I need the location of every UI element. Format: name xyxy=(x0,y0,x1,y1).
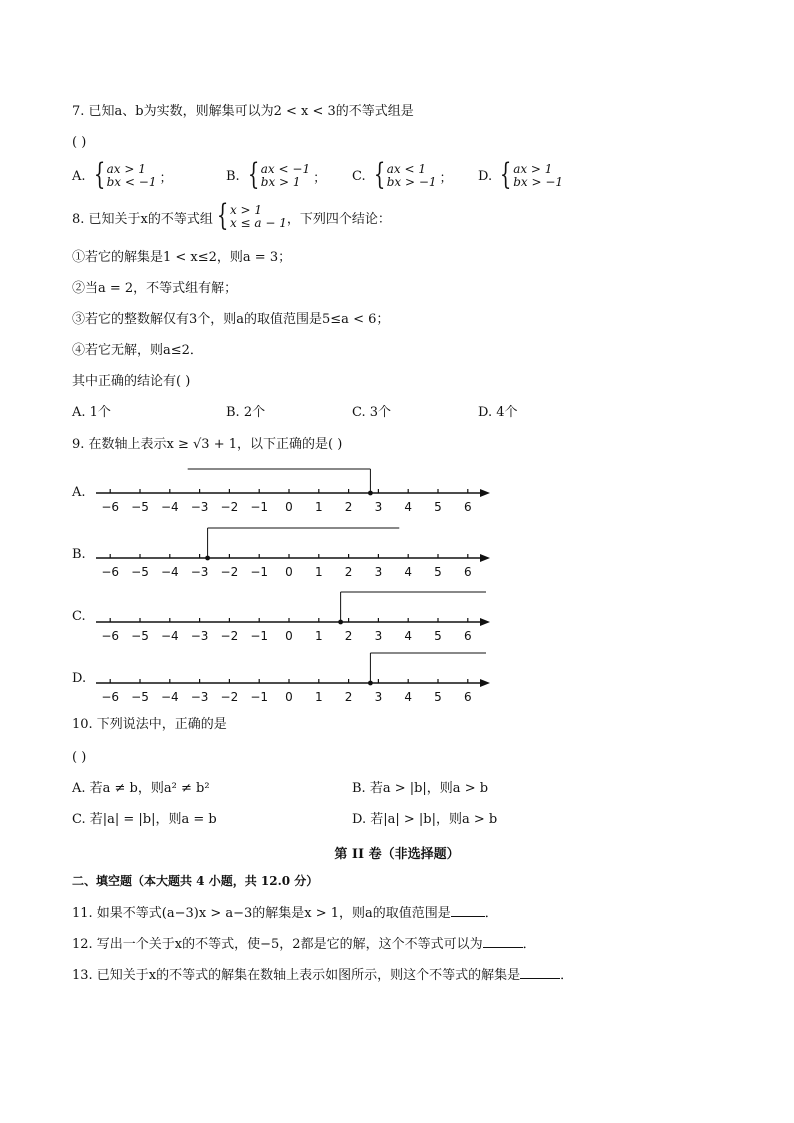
tick-label: −2 xyxy=(220,629,239,643)
tick-label: 5 xyxy=(434,500,442,514)
inequality-system: x > 1 x ≤ a − 1 xyxy=(229,203,287,230)
option-letter: A. xyxy=(72,168,86,184)
arrow-icon xyxy=(480,554,490,562)
q10-answer-paren: ( ) xyxy=(72,750,87,765)
tick-label: 0 xyxy=(285,500,293,514)
answer-blank[interactable] xyxy=(520,966,560,979)
tick-label: −5 xyxy=(131,690,149,704)
q10-option-c[interactable]: C. 若|a| = |b|，则a = b xyxy=(72,812,217,827)
q8-option-d[interactable]: D. 4个 xyxy=(478,405,518,420)
brace-icon: { xyxy=(373,157,385,192)
tick-label: −6 xyxy=(101,500,120,514)
tick-label: −4 xyxy=(160,690,179,704)
section-heading: 二、填空题（本大题共 4 小题，共 12.0 分） xyxy=(72,874,319,888)
tick-label: 6 xyxy=(463,500,472,514)
tick-label: 3 xyxy=(374,629,383,643)
q7-stem: 7. 已知a、b为实数，则解集可以为2 < x < 3的不等式组是 xyxy=(72,104,414,119)
arrow-icon xyxy=(480,618,490,626)
tick-label: −6 xyxy=(101,690,120,704)
tick-label: −6 xyxy=(101,629,120,643)
q8-option-a[interactable]: A. 1个 xyxy=(72,405,111,420)
tick-label: 2 xyxy=(344,690,353,704)
inequality-system: ax > 1 bx > −1 xyxy=(513,162,564,189)
tick-label: −5 xyxy=(131,565,149,579)
tick-label: −4 xyxy=(160,500,179,514)
tick-label: −2 xyxy=(220,500,239,514)
tick-label: 2 xyxy=(344,565,353,579)
tick-label: −4 xyxy=(160,565,179,579)
tick-label: 0 xyxy=(285,690,293,704)
tick-label: −6 xyxy=(101,565,120,579)
answer-blank[interactable] xyxy=(483,935,523,948)
tick-label: 0 xyxy=(285,629,293,643)
tick-label: −1 xyxy=(250,629,269,643)
tick-label: 1 xyxy=(314,565,323,579)
tick-label: 5 xyxy=(434,565,442,579)
q8-conclusion-1: ①若它的解集是1 < x≤2，则a = 3； xyxy=(72,250,292,265)
tick-label: 3 xyxy=(374,690,383,704)
q10-option-b[interactable]: B. 若a > |b|，则a > b xyxy=(352,781,489,796)
tick-label: −2 xyxy=(220,690,239,704)
tick-label: 4 xyxy=(404,629,413,643)
brace-icon: { xyxy=(93,157,105,192)
tick-label: 4 xyxy=(404,500,413,514)
tick-label: 5 xyxy=(434,690,442,704)
tick-label: 0 xyxy=(285,565,293,579)
q13: 13. 已知关于x的不等式的解集在数轴上表示如图所示，则这个不等式的解集是 ． xyxy=(72,968,574,983)
q7-option-b[interactable]: B. { ax < −1 bx > 1 ； xyxy=(226,157,327,192)
tick-label: −4 xyxy=(160,629,179,643)
tick-label: 6 xyxy=(463,629,472,643)
tick-label: 4 xyxy=(404,690,413,704)
q9-option-d-letter[interactable]: D. xyxy=(72,671,87,686)
option-letter: C. xyxy=(352,168,366,184)
tick-label: −5 xyxy=(131,500,149,514)
tick-label: −2 xyxy=(220,565,239,579)
inequality-system: ax > 1 bx < −1 xyxy=(106,162,157,189)
q9-stem: 9. 在数轴上表示x ≥ √3 + 1，以下正确的是( ) xyxy=(72,437,343,452)
q8-stem: 8. 已知关于x的不等式组 { x > 1 x ≤ a − 1 ，下列四个结论： xyxy=(72,198,391,233)
part-2-title: 第 II 卷（非选择题） xyxy=(334,847,460,862)
brace-icon: { xyxy=(216,198,229,233)
q10-stem: 10. 下列说法中，正确的是 xyxy=(72,717,227,732)
tick-label: 4 xyxy=(404,565,413,579)
q7-option-a[interactable]: A. { ax > 1 bx < −1 ； xyxy=(72,157,173,192)
tick-label: 1 xyxy=(314,690,323,704)
solid-dot xyxy=(368,491,373,496)
q9-option-b-letter[interactable]: B. xyxy=(72,547,86,562)
answer-blank[interactable] xyxy=(451,904,485,917)
q11: 11. 如果不等式(a−3)x > a−3的解集是x > 1，则a的取值范围是 ． xyxy=(72,906,498,921)
q10-option-a[interactable]: A. 若a ≠ b，则a² ≠ b² xyxy=(72,781,210,796)
q8-option-c[interactable]: C. 3个 xyxy=(352,405,392,420)
solid-dot xyxy=(205,556,210,561)
option-letter: D. xyxy=(478,168,493,184)
tick-label: −3 xyxy=(190,565,209,579)
tick-label: −5 xyxy=(131,629,149,643)
tick-label: −1 xyxy=(250,565,269,579)
q8-conclusion-4: ④若它无解，则a≤2． xyxy=(72,343,203,358)
tick-label: 6 xyxy=(463,565,472,579)
q8-conclusion-3: ③若它的整数解仅有3个，则a的取值范围是5≤a < 6； xyxy=(72,312,390,327)
q12: 12. 写出一个关于x的不等式，使−5，2都是它的解，这个不等式可以为 ． xyxy=(72,937,536,952)
q9-option-a-letter[interactable]: A. xyxy=(72,485,86,500)
tick-label: −1 xyxy=(250,690,269,704)
tick-label: 3 xyxy=(374,500,383,514)
tick-label: 6 xyxy=(463,690,472,704)
inequality-system: ax < −1 bx > 1 xyxy=(260,162,311,189)
q7-option-c[interactable]: C. { ax < 1 bx > −1 ； xyxy=(352,157,453,192)
q8-question: 其中正确的结论有( ) xyxy=(72,374,191,389)
arrow-icon xyxy=(480,679,490,687)
q8-conclusion-2: ②当a = 2，不等式组有解； xyxy=(72,281,238,296)
q10-option-d[interactable]: D. 若|a| > |b|，则a > b xyxy=(352,812,498,827)
tick-label: 1 xyxy=(314,629,323,643)
q7-answer-paren: ( ) xyxy=(72,135,87,150)
q9-option-c-letter[interactable]: C. xyxy=(72,609,86,624)
brace-icon: { xyxy=(499,157,512,192)
tick-label: −1 xyxy=(250,500,269,514)
tick-label: 5 xyxy=(434,629,442,643)
tick-label: −3 xyxy=(190,690,209,704)
q8-option-b[interactable]: B. 2个 xyxy=(226,405,266,420)
tick-label: 1 xyxy=(314,500,323,514)
tick-label: 2 xyxy=(344,500,353,514)
solid-dot xyxy=(368,681,373,686)
tick-label: −3 xyxy=(190,500,209,514)
tick-label: 2 xyxy=(344,629,353,643)
option-letter: B. xyxy=(226,168,240,184)
tick-label: −3 xyxy=(190,629,209,643)
inequality-system: ax < 1 bx > −1 xyxy=(386,162,437,189)
tick-label: 3 xyxy=(374,565,383,579)
arrow-icon xyxy=(480,489,490,497)
brace-icon: { xyxy=(247,157,259,192)
solid-dot xyxy=(338,620,343,625)
